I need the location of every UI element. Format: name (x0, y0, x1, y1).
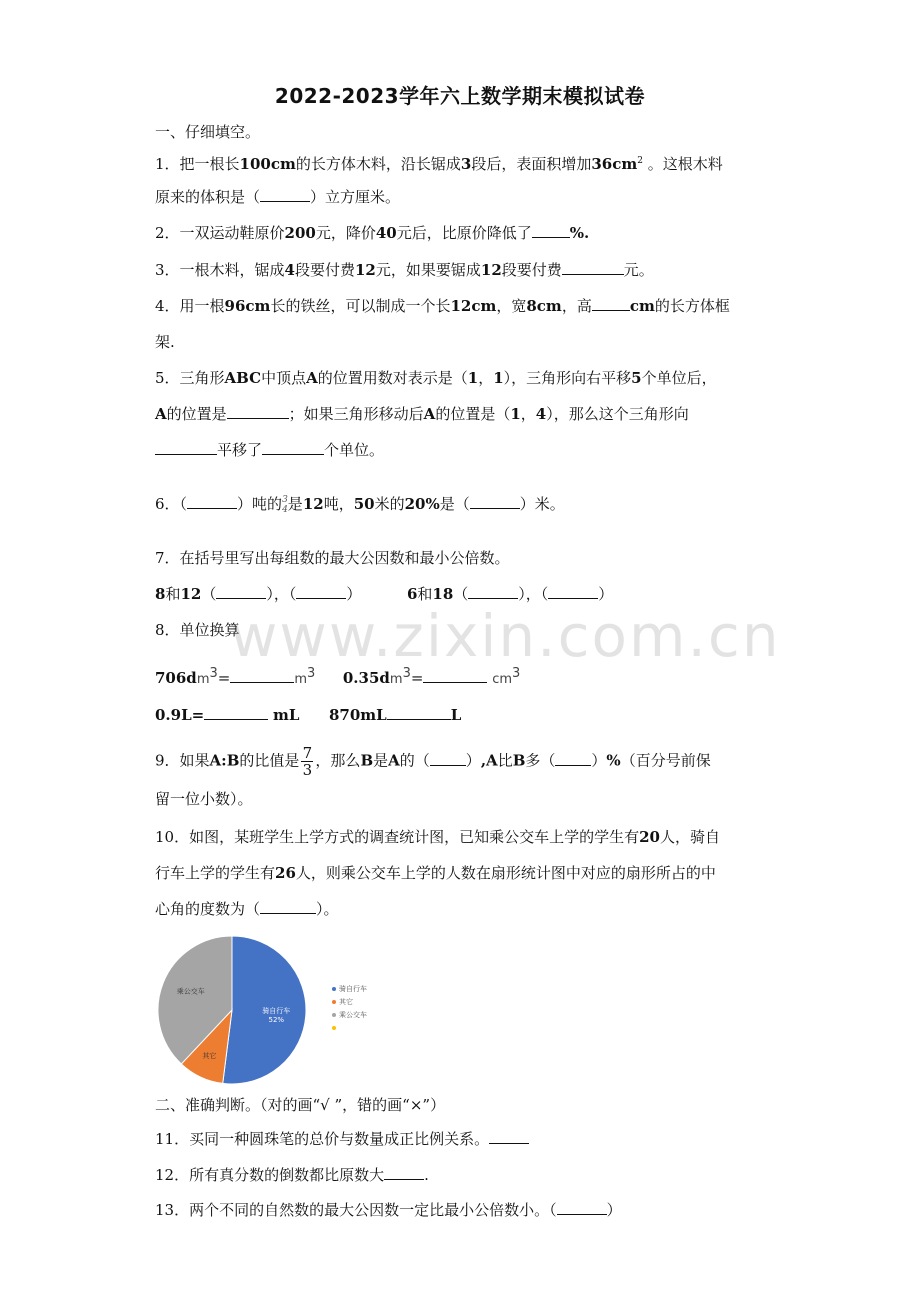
question-7-line-2: 8和12（ ），（ ） 6和18（ ），（ ） (155, 585, 614, 603)
answer-blank[interactable] (592, 296, 630, 311)
question-8-heading: 8．单位换算 (155, 621, 240, 639)
question-1-line-1: 1．把一根长100cm的长方体木料，沿长锯成3段后，表面积增加$36cm^2$ 。这根木料 (155, 155, 723, 173)
question-10-line-3: 心角的度数为（ ）。 (155, 900, 339, 918)
answer-blank[interactable] (262, 440, 324, 455)
question-5-line-2: A的位置是 ；如果三角形移动后A的位置是（1，4），那么这个三角形向 (155, 405, 689, 423)
answer-blank[interactable] (296, 584, 346, 599)
fraction: 3 4 (282, 495, 288, 515)
question-5-line-3: 平移了 个单位。 (155, 439, 384, 461)
legend-label: 骑自行车 (339, 984, 367, 993)
pie-slice-label-1: 其它 (202, 1052, 217, 1061)
legend-swatch (332, 987, 336, 991)
question-8-line-2: $706dm^3= m^3$ $0.35dm^3= cm^3$ (155, 666, 521, 687)
legend-item-1 (332, 995, 367, 1008)
answer-blank[interactable] (430, 751, 466, 766)
answer-blank[interactable] (489, 1129, 529, 1144)
question-11: 11．买同一种圆珠笔的总价与数量成正比例关系。 (155, 1128, 529, 1150)
answer-blank[interactable] (532, 223, 570, 238)
question-13: 13．两个不同的自然数的最大公因数一定比最小公倍数小。（ ） (155, 1201, 622, 1219)
pie-slice-value-0: 52% (268, 1015, 285, 1024)
legend-item-0 (332, 982, 367, 995)
question-6: 6．（ ）吨的 3 4 是12吨，50米的20%是（ ）米。 (155, 495, 565, 515)
answer-blank[interactable] (423, 668, 487, 683)
answer-blank[interactable] (557, 1200, 607, 1215)
fraction: $\frac{7}{3}$ (302, 744, 313, 779)
answer-blank[interactable] (548, 584, 598, 599)
answer-blank[interactable] (204, 705, 268, 720)
legend-swatch (332, 1026, 336, 1030)
pie-slice-label-0: 骑自行车 (262, 1006, 291, 1015)
legend-swatch (332, 1013, 336, 1017)
question-12: 12．所有真分数的倒数都比原数大 . (155, 1166, 429, 1184)
legend-label: 乘公交车 (339, 1010, 367, 1019)
question-10-line-2: 行车上学的学生有26人，则乘公交车上学的人数在扇形统计图中对应的扇形所占的中 (155, 864, 716, 882)
answer-blank[interactable] (187, 494, 237, 509)
question-1-line-2: 原来的体积是（ ）立方厘米。 (155, 188, 401, 206)
question-9-line-1: 9．如果A:B的比值是 $\frac{7}{3}$ ，那么B是A的（ ）,A比B多（ ）%（百分号前保 (155, 744, 711, 779)
question-7-line-1: 7．在括号里写出每组数的最大公因数和最小公倍数。 (155, 549, 510, 567)
watermark: www.zixin.com.cn (230, 602, 781, 670)
legend-swatch (332, 1000, 336, 1004)
question-4-line-2: 架. (155, 333, 175, 351)
answer-blank[interactable] (470, 494, 520, 509)
legend-item-3 (332, 1021, 367, 1034)
question-9-line-2: 留一位小数）。 (155, 790, 253, 808)
question-2: 2．一双运动鞋原价200元，降价40元后，比原价降低了 %. (155, 224, 590, 242)
page-title: 2022-2023学年六上数学期末模拟试卷 (274, 84, 646, 108)
answer-blank[interactable] (260, 187, 310, 202)
pie-slice-label-2: 乘公交车 (176, 987, 205, 996)
answer-blank[interactable] (384, 1165, 424, 1180)
section-2-heading: 二、准确判断。（对的画“√ ”，错的画“×”） (155, 1096, 446, 1114)
question-10-line-1: 10．如图，某班学生上学方式的调查统计图，已知乘公交车上学的学生有20人，骑自 (155, 828, 720, 846)
legend-label: 其它 (339, 997, 353, 1006)
question-4-line-1: 4．用一根96cm长的铁丝，可以制成一个长12cm，宽8cm，高 cm的长方体框 (155, 297, 730, 315)
answer-blank[interactable] (387, 705, 451, 720)
answer-blank[interactable] (155, 440, 217, 455)
question-5-line-1: 5．三角形ABC中顶点A的位置用数对表示是（1，1），三角形向右平移5个单位后， (155, 369, 717, 387)
legend-item-2 (332, 1008, 367, 1021)
answer-blank[interactable] (227, 404, 289, 419)
pie-legend (332, 982, 367, 1034)
section-1-heading: 一、仔细填空。 (155, 123, 261, 141)
answer-blank[interactable] (468, 584, 518, 599)
answer-blank[interactable] (260, 899, 316, 914)
question-3: 3．一根木料，锯成4段要付费12元，如果要锯成12段要付费 元。 (155, 261, 654, 279)
answer-blank[interactable] (562, 260, 624, 275)
answer-blank[interactable] (230, 668, 294, 683)
question-8-line-3: 0.9L= mL 870mL L (155, 706, 462, 724)
answer-blank[interactable] (216, 584, 266, 599)
answer-blank[interactable] (555, 751, 591, 766)
